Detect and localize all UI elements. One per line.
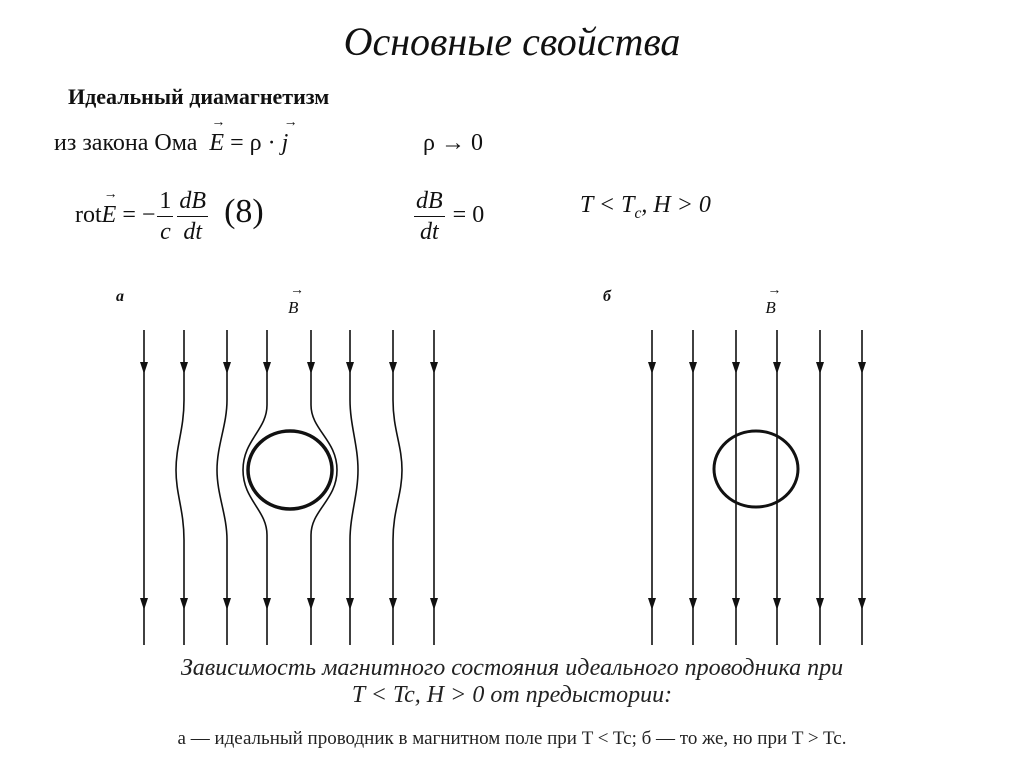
equation-number: (8)	[224, 193, 264, 231]
caption-line1: Зависимость магнитного состояния идеального проводника при	[180, 655, 844, 681]
one: 1	[157, 186, 173, 217]
eq1-mid: = ρ ·	[224, 130, 282, 156]
field-lines-b	[652, 330, 862, 645]
cond-rest: , H > 0	[641, 192, 711, 218]
field-lines-a	[144, 330, 434, 645]
eq-zero: = 0	[446, 202, 485, 229]
c: c	[160, 219, 171, 245]
dt: dt	[420, 219, 439, 245]
cond-t: T < T	[580, 192, 635, 218]
dt: dt	[183, 219, 203, 245]
dB: dB	[177, 186, 208, 217]
cond-sub: c	[634, 204, 642, 222]
label-b: б	[603, 288, 611, 305]
j-vector: → j	[282, 130, 289, 157]
label-a: а	[116, 288, 124, 305]
conductor-b	[714, 431, 798, 507]
e-vector: → E	[102, 202, 117, 229]
caption-line2: T < Tc, H > 0 от предыстории:	[351, 682, 673, 708]
field-b-label-a: → B	[288, 298, 298, 318]
caption-line3: а — идеальный проводник в магнитном поле при T < Tc; б — то же, но при T > Tc.	[177, 728, 847, 749]
dB: dB	[414, 186, 445, 217]
conductor-a	[248, 431, 332, 509]
field-b-label-b: → B	[765, 298, 775, 318]
ohm-label: из закона Ома	[54, 130, 198, 156]
eq-sign: = −	[116, 202, 156, 229]
e-vector: → E	[209, 130, 224, 157]
rho-limit: ρ → 0	[423, 130, 483, 156]
arrows-b	[648, 362, 866, 610]
subtitle: Идеальный диамагнетизм	[68, 84, 330, 109]
slide-title: Основные свойства	[343, 19, 681, 64]
rot: rot	[75, 202, 102, 229]
